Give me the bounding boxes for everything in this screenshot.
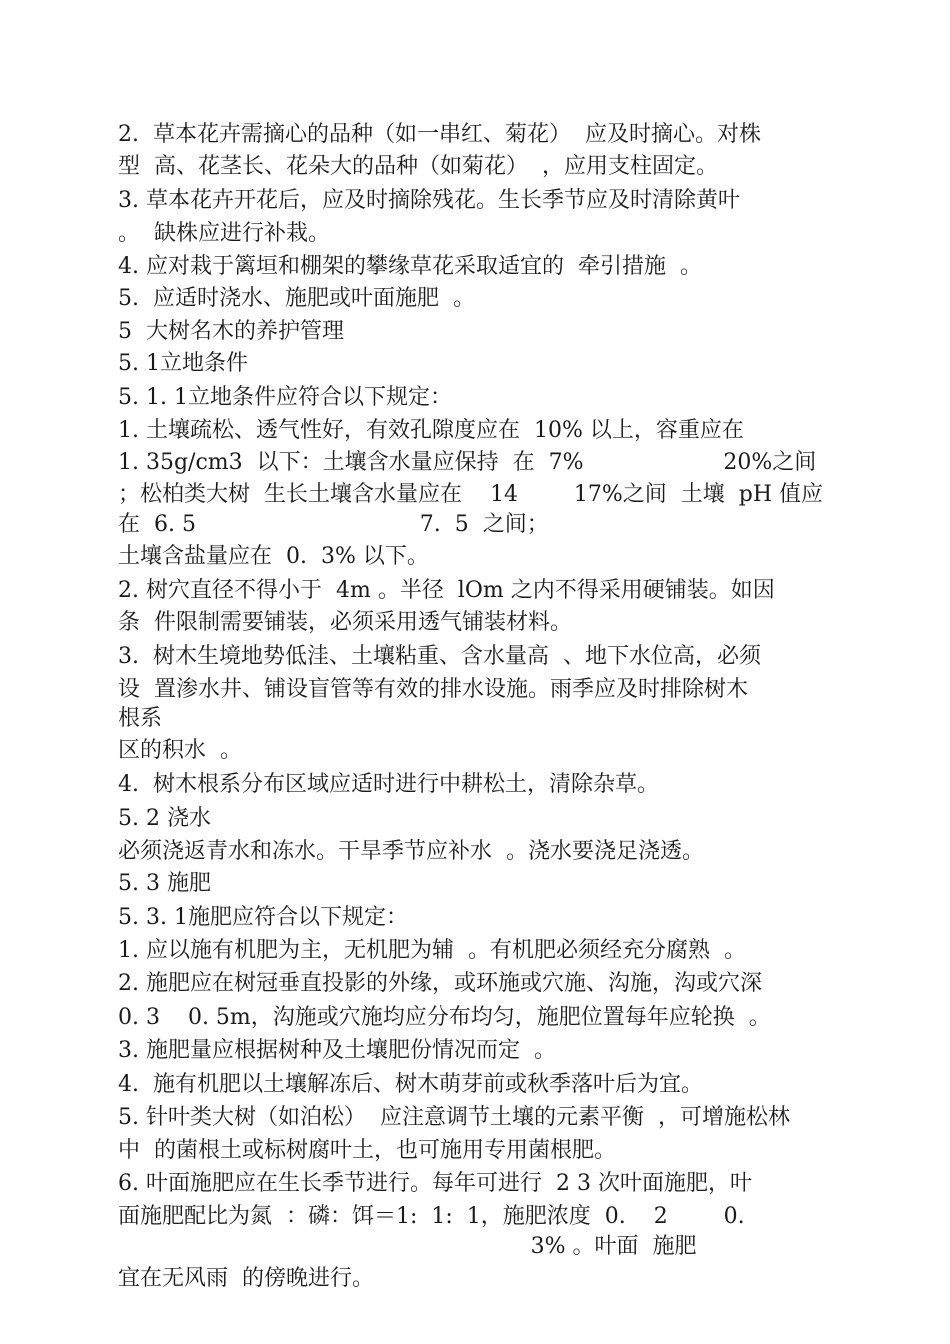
text-line: 条 件限制需要铺装，必须采用透气铺装材料。 xyxy=(118,610,572,635)
text-line: 5. 针叶类大树（如泊松） 应注意调节土壤的元素平衡 ，可增施松林 xyxy=(118,1105,790,1130)
text-line: 根系 xyxy=(118,706,163,731)
text-line: 型 高、花茎长、花朵大的品种（如菊花） ，应用支柱固定。 xyxy=(118,154,718,179)
text-line: ；松柏类大树 生长土壤含水量应在 14 17%之间 土壤 pH 值应 xyxy=(118,482,824,507)
text-line: 区的积水 。 xyxy=(118,738,242,763)
section-heading: 5 大树名木的养护管理 xyxy=(118,319,344,344)
text-line: 3. 施肥量应根据树种及土壤肥份情况而定 。 xyxy=(118,1038,556,1063)
text-line: 面施肥配比为氮 ：磷：饵＝1: 1: 1，施肥浓度 0. 2 0. xyxy=(118,1204,745,1229)
text-line: 土壤含盐量应在 0. 3% 以下。 xyxy=(118,544,429,569)
text-line: 4. 施有机肥以土壤解冻后、树木萌芽前或秋季落叶后为宜。 xyxy=(118,1072,703,1097)
text-line: 1. 土壤疏松、透气性好，有效孔隙度应在 10% 以上，容重应在 xyxy=(118,418,744,443)
text-line: 1. 35g/cm3 以下：土壤含水量应保持 在 7% 20%之间 xyxy=(118,450,817,475)
clause-heading: 5. 3. 1施肥应符合以下规定： xyxy=(118,905,408,930)
text-line: 6. 叶面施肥应在生长季节进行。每年可进行 2 3 次叶面施肥，叶 xyxy=(118,1171,752,1196)
text-line: 3% 。叶面 施肥 xyxy=(118,1234,697,1259)
subsection-heading: 5. 3 施肥 xyxy=(118,871,211,896)
clause-heading: 5. 1. 1立地条件应符合以下规定： xyxy=(118,385,452,410)
text-line: 。 缺株应进行补栽。 xyxy=(118,221,330,246)
text-line: 中 的菌根土或标树腐叶土，也可施用专用菌根肥。 xyxy=(118,1138,616,1163)
text-line: 在 6. 5 7. 5 之间； xyxy=(118,512,549,537)
text-line: 2. 施肥应在树冠垂直投影的外缘，或环施或穴施、沟施，沟或穴深 xyxy=(118,971,762,996)
text-line: 0. 3 0. 5m，沟施或穴施均应分布均匀，施肥位置每年应轮换 。 xyxy=(118,1005,771,1030)
text-line: 宜在无风雨 的傍晚进行。 xyxy=(118,1266,374,1291)
text-line: 3. 草本花卉开花后，应及时摘除残花。生长季节应及时清除黄叶 xyxy=(118,188,740,213)
subsection-heading: 5. 1立地条件 xyxy=(118,351,248,376)
text-line: 设 置渗水井、铺设盲管等有效的排水设施。雨季应及时排除树木 xyxy=(118,677,748,702)
text-line: 5. 应适时浇水、施肥或叶面施肥 。 xyxy=(118,286,475,311)
text-line: 4. 树木根系分布区域应适时进行中耕松土，清除杂草。 xyxy=(118,772,659,797)
text-line: 2. 树穴直径不得小于 4m 。半径 lOm 之内不得采用硬铺装。如因 xyxy=(118,578,775,603)
subsection-heading: 5. 2 浇水 xyxy=(118,806,211,831)
text-line: 必须浇返青水和冻水。干旱季节应补水 。浇水要浇足浇透。 xyxy=(118,839,704,864)
text-line: 1. 应以施有机肥为主，无机肥为辅 。有机肥必须经充分腐熟 。 xyxy=(118,938,746,963)
text-line: 2. 草本花卉需摘心的品种（如一串红、菊花） 应及时摘心。对株 xyxy=(118,122,761,147)
text-line: 3. 树木生境地势低洼、土壤粘重、含水量高 、地下水位高，必须 xyxy=(118,644,761,669)
text-line: 4. 应对栽于篱垣和棚架的攀缘草花采取适宜的 牵引措施 。 xyxy=(118,254,702,279)
